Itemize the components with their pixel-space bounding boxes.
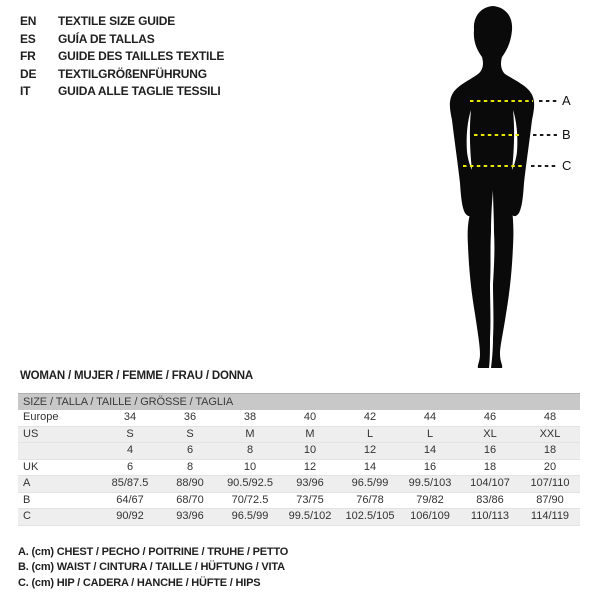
table-cell: 16 <box>483 444 497 456</box>
language-code: DE <box>20 66 37 81</box>
table-cell: 90/92 <box>116 510 144 522</box>
table-row-label: C <box>23 510 31 522</box>
table-cell: 96.5/99 <box>231 510 269 522</box>
table-row <box>18 442 580 459</box>
table-cell: 18 <box>543 444 557 456</box>
table-cell: 87/90 <box>536 493 564 506</box>
table-cell: 4 <box>126 444 134 456</box>
legend-item: A. (cm) CHEST / PECHO / POITRINE / TRUHE / PETTO <box>18 546 289 558</box>
size-figure <box>400 0 600 380</box>
table-cell: 90.5/92.5 <box>227 477 273 489</box>
table-cell: 16 <box>423 460 437 473</box>
table-row <box>18 492 580 509</box>
woman-silhouette-svg <box>400 0 600 380</box>
table-cell: 114/119 <box>530 510 570 522</box>
measure-label-a: A <box>562 93 571 108</box>
table-row-label: UK <box>23 460 39 473</box>
size-table-header: SIZE / TALLA / TAILLE / GRÖSSE / TAGLIA <box>18 393 580 410</box>
language-code: FR <box>20 49 36 64</box>
measure-label-b: B <box>562 127 571 142</box>
table-cell: S <box>186 427 194 440</box>
table-cell: 68/70 <box>176 493 204 506</box>
table-cell: 83/86 <box>476 493 504 506</box>
table-cell: 14 <box>363 460 377 473</box>
table-cell: 36 <box>183 411 197 423</box>
language-row <box>20 31 224 49</box>
table-cell: M <box>245 427 255 440</box>
table-cell: 104/107 <box>470 477 510 489</box>
table-row-label <box>18 443 100 459</box>
language-row <box>20 48 224 66</box>
language-label: GUIDA ALLE TAGLIE TESSILI <box>58 84 221 99</box>
table-cell: 99.5/102 <box>288 510 332 522</box>
table-cell: 14 <box>423 444 437 456</box>
table-cell: 12 <box>363 444 377 456</box>
table-cell: 93/96 <box>296 477 324 489</box>
table-cell: 76/78 <box>356 493 384 506</box>
table-cell: 102.5/105 <box>345 510 395 522</box>
table-cell: L <box>426 427 434 440</box>
table-cell: 40 <box>303 411 317 423</box>
table-cell: 8 <box>186 460 194 473</box>
table-row <box>18 508 580 526</box>
table-row-label: US <box>23 427 39 440</box>
language-row <box>20 83 224 101</box>
language-code: ES <box>20 31 36 46</box>
table-cell: S <box>126 427 134 440</box>
table-cell: 85/87.5 <box>111 477 149 489</box>
language-code: EN <box>20 14 37 28</box>
woman-silhouette <box>450 6 534 368</box>
table-cell: 46 <box>483 411 497 423</box>
language-row <box>20 66 224 84</box>
section-title: WOMAN / MUJER / FEMME / FRAU / DONNA <box>20 370 254 382</box>
measure-label-c: C <box>562 158 572 173</box>
table-cell: 79/82 <box>416 493 444 506</box>
language-label: GUIDE DES TAILLES TEXTILE <box>58 49 225 64</box>
table-cell: 18 <box>483 460 497 473</box>
table-row <box>18 459 580 476</box>
table-cell: XXL <box>539 427 561 440</box>
table-cell: 107/110 <box>530 477 570 489</box>
table-row <box>18 426 580 443</box>
table-cell: 93/96 <box>176 510 204 522</box>
language-label: TEXTILGRÖßENFÜHRUNG <box>58 66 207 81</box>
language-row <box>20 13 224 31</box>
table-cell: XL <box>483 427 497 440</box>
table-cell: 34 <box>123 411 137 423</box>
table-cell: M <box>305 427 315 440</box>
table-cell: 96.5/99 <box>351 477 389 489</box>
table-row <box>18 410 580 426</box>
table-row-label: A <box>23 477 31 489</box>
table-cell: 6 <box>126 460 134 473</box>
table-cell: 99.5/103 <box>408 477 452 489</box>
table-cell: 44 <box>423 411 437 423</box>
size-table-rows <box>18 410 580 526</box>
table-cell: 42 <box>363 411 377 423</box>
legend <box>18 545 288 591</box>
table-cell: 10 <box>303 444 317 456</box>
language-label: TEXTILE SIZE GUIDE <box>58 14 176 28</box>
table-cell: 6 <box>186 444 194 456</box>
size-table <box>18 393 580 526</box>
legend-item: C. (cm) HIP / CADERA / HANCHE / HÜFTE / HIPS <box>18 576 261 589</box>
table-row <box>18 475 580 492</box>
table-cell: 88/90 <box>176 477 204 489</box>
table-cell: 10 <box>243 460 257 473</box>
table-row-label: Europe <box>23 411 59 423</box>
language-code: IT <box>20 84 31 99</box>
table-cell: 48 <box>543 411 557 423</box>
table-cell: 70/72.5 <box>231 493 269 506</box>
table-cell: 12 <box>303 460 317 473</box>
table-cell: 73/75 <box>296 493 324 506</box>
table-cell: 38 <box>243 411 257 423</box>
language-label: GUÍA DE TALLAS <box>58 31 155 46</box>
table-row-label: B <box>23 493 31 506</box>
table-cell: 110/113 <box>470 510 510 522</box>
table-cell: 64/67 <box>116 493 144 506</box>
table-cell: 20 <box>543 460 557 473</box>
language-guide <box>20 13 224 101</box>
table-cell: 106/109 <box>410 510 450 522</box>
table-cell: L <box>366 427 374 440</box>
legend-item: B. (cm) WAIST / CINTURA / TAILLE / HÜFTUNG / VITA <box>18 561 285 574</box>
table-cell: 8 <box>246 444 254 456</box>
